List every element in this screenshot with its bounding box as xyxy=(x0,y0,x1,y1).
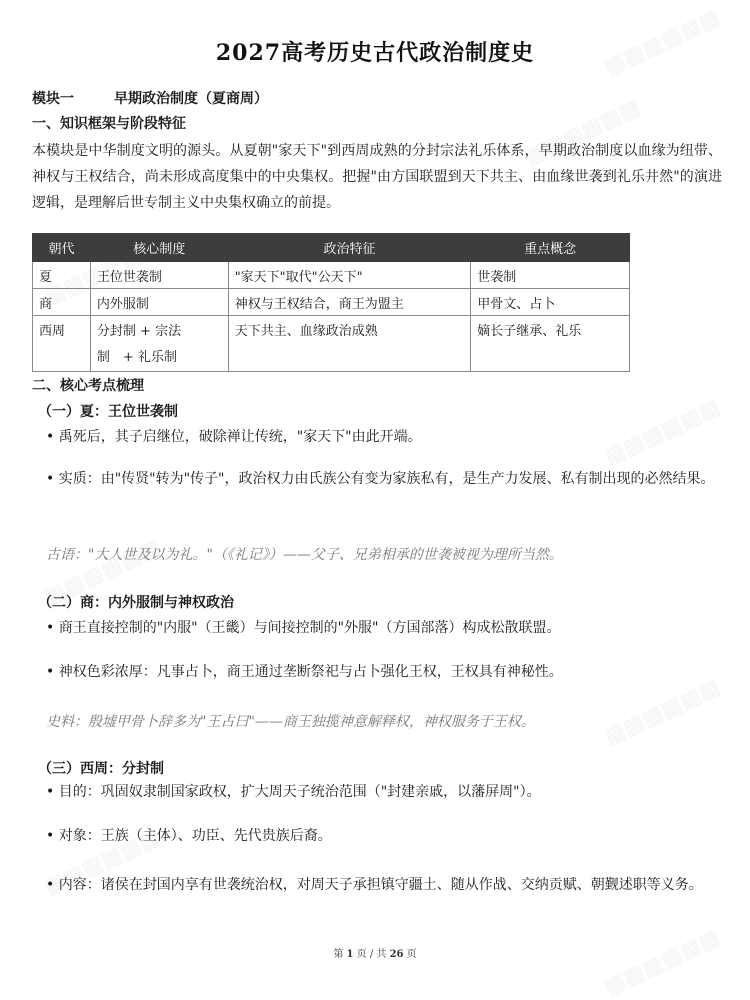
table-header-row xyxy=(33,234,630,262)
intro-paragraph: 本模块是中华制度文明的源头。从夏朝"家天下"到西周成熟的分封宗法礼乐体系，早期政治制度以血缘为纽带、神权与王权结合，尚未形成高度集中的中央集权。把握"由方国联盟到天下共主、由血缘世袭到礼乐井然"的演进逻辑，是理解后世专制主义中央集权确立的前提。 xyxy=(32,143,722,211)
footer-suffix: 页 xyxy=(403,949,417,960)
table-cell: 夏 xyxy=(33,262,91,289)
bullet-item: • 内容：诸侯在封国内享有世袭统治权，对周天子承担镇守疆土、随从作战、交纳贡赋、朝觐述职等义务。 xyxy=(46,877,703,893)
table-row xyxy=(33,262,630,289)
module-heading xyxy=(32,88,268,108)
table-cell: 王位世袭制 xyxy=(90,262,228,289)
bullet-item: • 目的：巩固奴隶制国家政权，扩大周天子统治范围（"封建亲戚，以藩屏周"）。 xyxy=(46,784,541,800)
bullet-item: • 实质：由"传贤"转为"传子"，政治权力由氏族公有变为家族私有，是生产力发展、私有制出现的必然结果。 xyxy=(46,471,715,487)
table-header-dynasty: 朝代 xyxy=(33,234,91,262)
section-heading-core: 二、核心考点梳理 xyxy=(32,378,144,394)
dynasty-table xyxy=(32,233,630,372)
table-header-concept: 重点概念 xyxy=(471,234,630,262)
table-row xyxy=(33,316,630,372)
table-cell: "家天下"取代"公天下" xyxy=(228,262,471,289)
table-cell: 西周 xyxy=(33,316,91,372)
bullet-item: • 商王直接控制的"内服"（王畿）与间接控制的"外服"（方国部落）构成松散联盟。 xyxy=(46,620,561,636)
table-cell: 天下共主、血缘政治成熟 xyxy=(228,316,471,372)
table-header-feature: 政治特征 xyxy=(228,234,471,262)
page-footer xyxy=(0,945,750,960)
module-label: 模块一 xyxy=(32,91,74,107)
section-heading-framework: 一、知识框架与阶段特征 xyxy=(32,116,186,132)
total-page-count: 26 xyxy=(389,949,404,960)
table-cell: 世袭制 xyxy=(471,262,630,289)
table-cell-line: 分封制 + 宗法 xyxy=(96,324,182,339)
table-header-system: 核心制度 xyxy=(90,234,228,262)
table-cell-line: 制 + 礼乐制 xyxy=(96,350,177,365)
table-row xyxy=(33,289,630,316)
quote-text: 古语："大人世及以为礼。"（《礼记》）——父子、兄弟相承的世袭被视为理所当然。 xyxy=(46,547,563,563)
bullet-item: • 禹死后，其子启继位，破除禅让传统，"家天下"由此开端。 xyxy=(46,429,422,445)
subsection-heading-shang: （二）商：内外服制与神权政治 xyxy=(38,595,234,611)
table-cell: 神权与王权结合，商王为盟主 xyxy=(228,289,471,316)
table-cell: 商 xyxy=(33,289,91,316)
document-title: 2027高考历史古代政治制度史 xyxy=(215,40,535,66)
subsection-heading-western-zhou: （三）西周：分封制 xyxy=(38,761,164,777)
table-cell: 内外服制 xyxy=(90,289,228,316)
table-cell xyxy=(90,316,228,372)
module-name: 早期政治制度（夏商周） xyxy=(114,91,268,107)
table-cell: 嫡长子继承、礼乐 xyxy=(471,316,630,372)
footer-prefix: 第 xyxy=(333,949,347,960)
quote-text: 史料：殷墟甲骨卜辞多为"王占曰"——商王独揽神意解释权，神权服务于王权。 xyxy=(46,714,535,730)
bullet-item: • 对象：王族（主体）、功臣、先代贵族后裔。 xyxy=(46,828,332,844)
footer-mid: 页 / 共 xyxy=(353,949,390,960)
table-cell: 甲骨文、占卜 xyxy=(471,289,630,316)
current-page-number: 1 xyxy=(346,949,354,960)
bullet-item: • 神权色彩浓厚：凡事占卜，商王通过垄断祭祀与占卜强化王权，王权具有神秘性。 xyxy=(46,664,563,680)
subsection-heading-xia: （一）夏：王位世袭制 xyxy=(38,404,178,420)
